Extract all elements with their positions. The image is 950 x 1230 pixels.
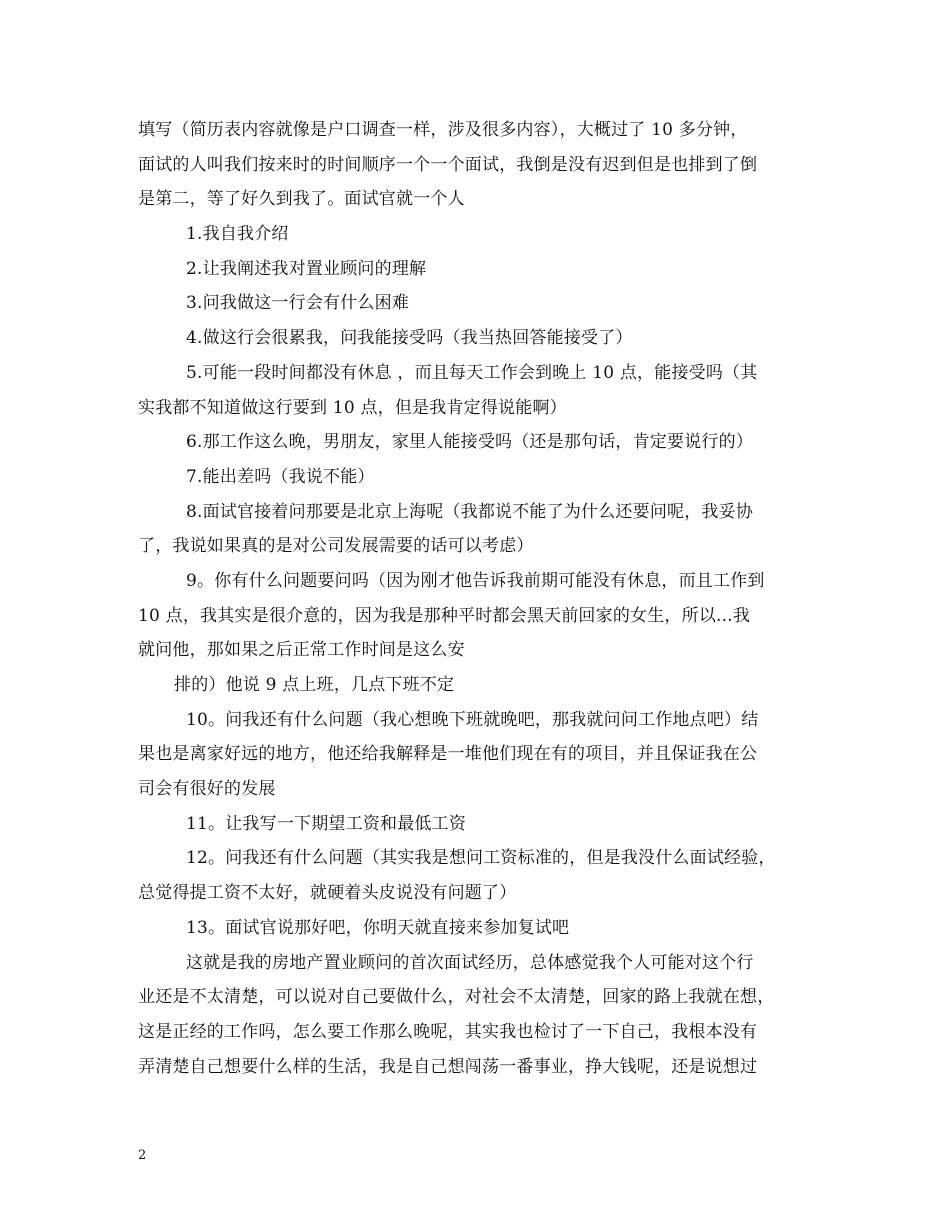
page-number: 2 bbox=[138, 1148, 147, 1163]
document-body bbox=[138, 113, 818, 1084]
list-item: 12。问我还有什么问题（其实我是想问工资标准的，但是我没什么面试经验， bbox=[186, 848, 776, 869]
text-line: 这是正经的工作吗，怎么要工作那么晚呢，其实我也检讨了一下自己，我根本没有 bbox=[138, 1021, 758, 1042]
text-line: 排的）他说 9 点上班，几点下班不定 bbox=[174, 675, 455, 695]
list-item: 1.我自我介绍 bbox=[186, 224, 289, 245]
text-line: 面试的人叫我们按来时的时间顺序一个一个面试，我倒是没有迟到但是也排到了倒 bbox=[138, 154, 758, 175]
list-item: 9。你有什么问题要问吗（因为刚才他告诉我前期可能没有休息，而且工作到 bbox=[186, 570, 765, 591]
list-item: 8.面试官接着问那要是北京上海呢（我都说不能了为什么还要问呢，我妥协 bbox=[186, 501, 754, 522]
text-line: 10 点，我其实是很介意的，因为我是那种平时都会黑天前回家的女生，所以...我 bbox=[138, 605, 751, 626]
text-line: 就问他，那如果之后正常工作时间是这么安 bbox=[138, 640, 465, 661]
text-line: 填写（简历表内容就像是户口调查一样，涉及很多内容），大概过了 10 多分钟， bbox=[138, 120, 748, 140]
text-line: 业还是不太清楚，可以说对自己要做什么，对社会不太清楚，回家的路上我就在想， bbox=[138, 987, 775, 1008]
text-line: 是第二，等了好久到我了。面试官就一个人 bbox=[138, 189, 465, 210]
text-line: 果也是离家好远的地方，他还给我解释是一堆他们现在有的项目，并且保证我在公 bbox=[138, 744, 758, 765]
list-item: 13。面试官说那好吧，你明天就直接来参加复试吧 bbox=[186, 917, 570, 938]
list-item: 10。问我还有什么问题（我心想晚下班就晚吧，那我就问问工作地点吧）结 bbox=[186, 709, 759, 730]
list-item: 6.那工作这么晚，男朋友，家里人能接受吗（还是那句话，肯定要说行的） bbox=[186, 432, 754, 453]
list-item: 3.问我做这一行会有什么困难 bbox=[186, 293, 410, 314]
list-item: 4.做这行会很累我，问我能接受吗（我当热回答能接受了） bbox=[186, 328, 633, 349]
text-line: 弄清楚自己想要什么样的生活，我是自己想闯荡一番事业，挣大钱呢，还是说想过 bbox=[138, 1056, 758, 1077]
list-item: 11。让我写一下期望工资和最低工资 bbox=[186, 813, 467, 834]
text-line: 了，我说如果真的是对公司发展需要的话可以考虑） bbox=[138, 536, 534, 557]
list-item: 2.让我阐述我对置业顾问的理解 bbox=[186, 258, 427, 279]
text-line: 总觉得提工资不太好，就硬着头皮说没有问题了） bbox=[138, 883, 517, 904]
paragraph-start: 这就是我的房地产置业顾问的首次面试经历，总体感觉我个人可能对这个行 bbox=[186, 952, 754, 973]
text-line: 司会有很好的发展 bbox=[138, 779, 276, 800]
text-line: 实我都不知道做这行要到 10 点，但是我肯定得说能啊） bbox=[138, 397, 567, 418]
list-item: 5.可能一段时间都没有休息 ，而且每天工作会到晚上 10 点，能接受吗（其 bbox=[186, 362, 758, 383]
list-item: 7.能出差吗（我说不能） bbox=[186, 466, 375, 487]
